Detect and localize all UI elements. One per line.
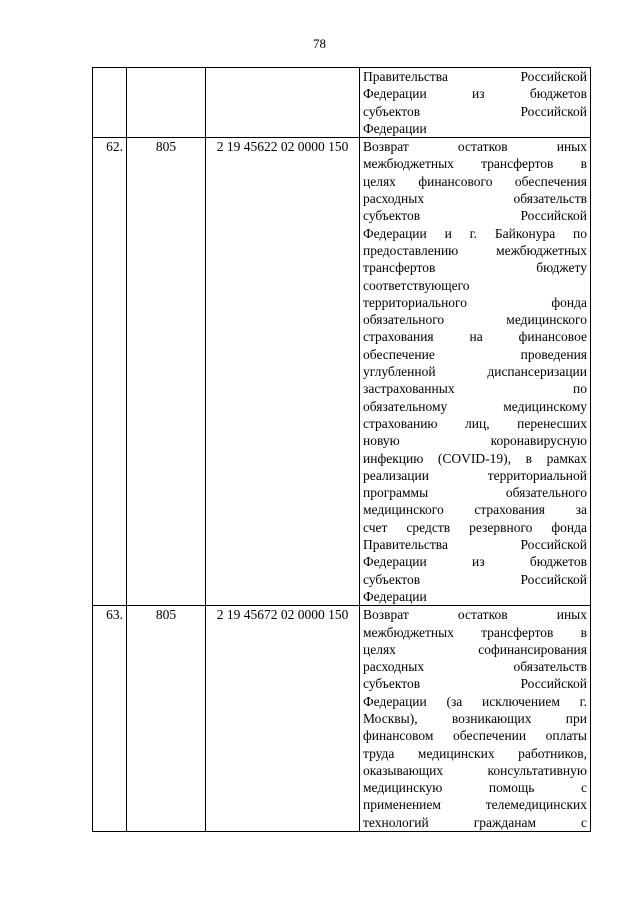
- name-text-line: инфекцию (COVID-19), в рамках: [363, 450, 587, 466]
- name-text-line: Федерации и г. Байконура по: [363, 225, 587, 241]
- row-number-cell: 63.: [93, 606, 127, 832]
- row-number-cell: 62.: [93, 138, 127, 606]
- budget-classification-table: [92, 67, 591, 832]
- name-text-line: межбюджетных трансфертов в: [363, 624, 587, 640]
- admin-code-cell: [127, 68, 206, 138]
- name-text-line: субъектов Российской: [363, 208, 587, 224]
- name-text-line: предоставлению межбюджетных: [363, 242, 587, 258]
- name-text-line: Правительства Российской: [363, 69, 587, 84]
- name-text-line: Федерации: [363, 588, 427, 604]
- name-text-line: медицинского страхования за: [363, 502, 587, 518]
- name-text-line: реализации территориальной: [363, 467, 587, 483]
- name-text-line: страхования на финансовое: [363, 329, 587, 345]
- name-text-line: Возврат остатков иных: [363, 139, 587, 155]
- admin-code-cell: 805: [127, 606, 206, 832]
- name-text-line: оказывающих консультативную: [363, 762, 587, 778]
- name-text-line: страхованию лиц, перенесших: [363, 415, 587, 431]
- name-text-line: обязательному медицинскому: [363, 398, 587, 414]
- name-text-line: применением телемедицинских: [363, 797, 587, 813]
- revenue-name-cell: [360, 606, 591, 832]
- name-text-line: Москвы), возникающих при: [363, 710, 587, 726]
- revenue-name-cell: [360, 68, 591, 138]
- page-number: 78: [313, 36, 326, 51]
- name-text-line: субъектов Российской: [363, 571, 587, 587]
- name-text-line: обязательного медицинского: [363, 312, 587, 328]
- revenue-name-cell: [360, 138, 591, 606]
- table-row: [93, 606, 591, 832]
- table-row: [93, 138, 591, 606]
- name-text-line: финансовом обеспечении оплаты: [363, 728, 587, 744]
- name-text-line: субъектов Российской: [363, 103, 587, 119]
- name-text-line: Федерации (за исключением г.: [363, 693, 587, 709]
- name-text-line: технологий гражданам с: [363, 814, 587, 830]
- name-text-line: Федерации: [363, 120, 427, 136]
- name-text-line: трансфертов бюджету: [363, 260, 587, 276]
- name-text-line: Правительства Российской: [363, 537, 587, 553]
- name-text-line: Федерации из бюджетов: [363, 554, 587, 570]
- name-text-line: соответствующего: [363, 277, 470, 293]
- kbk-code-cell: 2 19 45622 02 0000 150: [206, 138, 360, 606]
- name-text-line: Федерации из бюджетов: [363, 86, 587, 102]
- name-text-line: расходных обязательств: [363, 659, 587, 675]
- table-row: [93, 68, 591, 138]
- name-text-line: углубленной диспансеризации: [363, 364, 587, 380]
- name-text-line: новую коронавирусную: [363, 433, 587, 449]
- name-text-line: Возврат остатков иных: [363, 607, 587, 623]
- kbk-code-cell: 2 19 45672 02 0000 150: [206, 606, 360, 832]
- name-text-line: счет средств резервного фонда: [363, 519, 587, 535]
- name-text-line: расходных обязательств: [363, 191, 587, 207]
- name-text-line: целях софинансирования: [363, 641, 587, 657]
- name-text-line: медицинскую помощь с: [363, 780, 587, 796]
- table-body: [93, 68, 591, 832]
- name-text-line: программы обязательного: [363, 485, 587, 501]
- name-text-line: субъектов Российской: [363, 676, 587, 692]
- row-number-cell: [93, 68, 127, 138]
- name-text-line: целях финансового обеспечения: [363, 173, 587, 189]
- name-text-line: межбюджетных трансфертов в: [363, 156, 587, 172]
- name-text-line: обеспечение проведения: [363, 346, 587, 362]
- kbk-code-cell: [206, 68, 360, 138]
- name-text-line: труда медицинских работников,: [363, 745, 587, 761]
- admin-code-cell: 805: [127, 138, 206, 606]
- name-text-line: территориального фонда: [363, 294, 587, 310]
- name-text-line: застрахованных по: [363, 381, 587, 397]
